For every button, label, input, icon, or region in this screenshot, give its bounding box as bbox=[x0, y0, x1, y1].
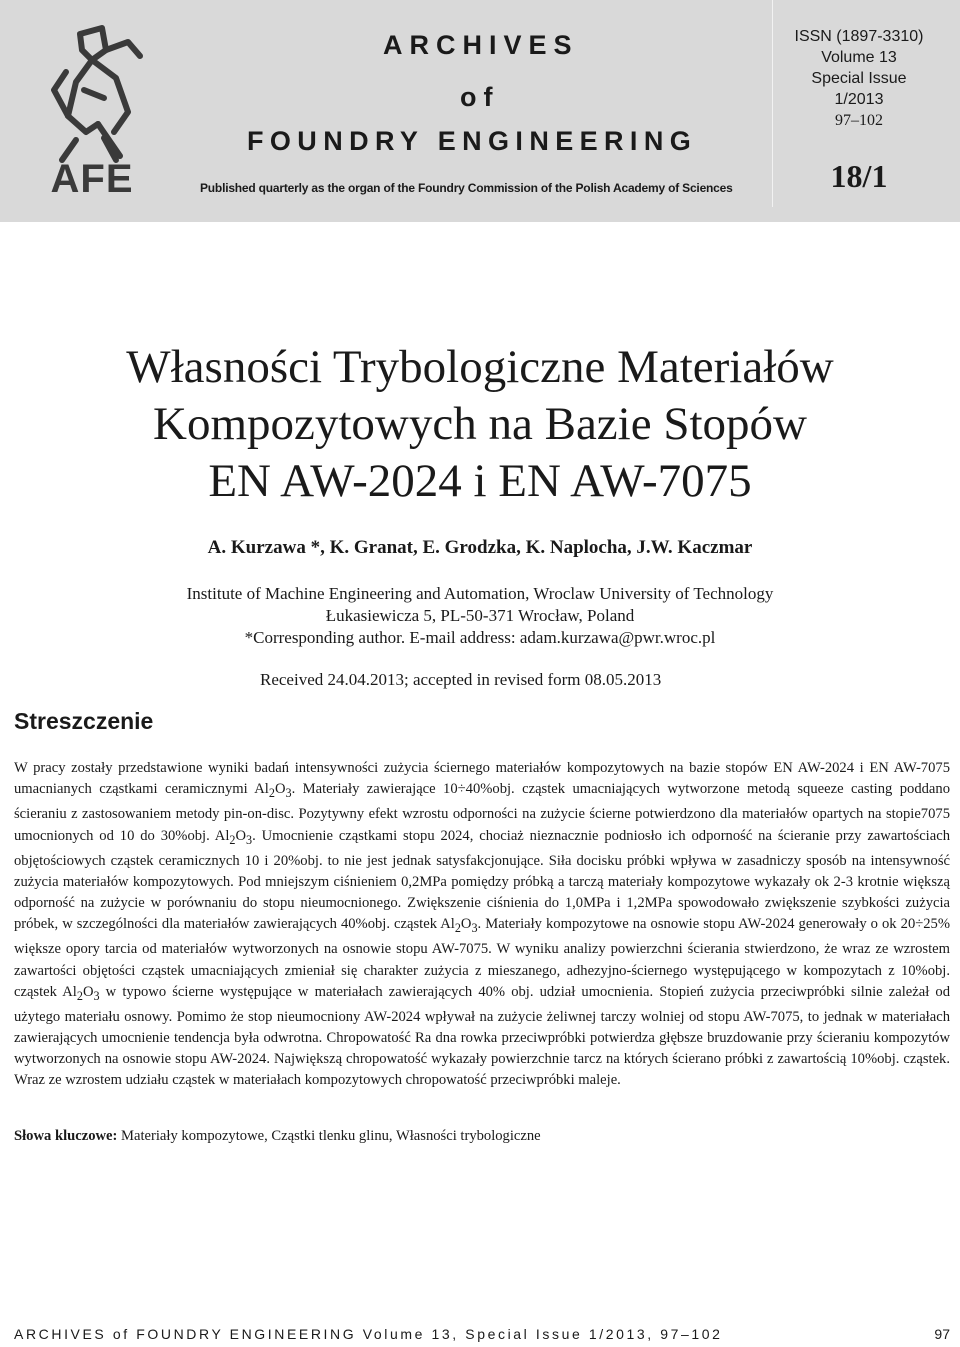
title-line: EN AW-2024 i EN AW-7075 bbox=[208, 455, 752, 507]
page-number: 97 bbox=[934, 1326, 950, 1342]
authors: A. Kurzawa *, K. Granat, E. Grodzka, K. Naplocha, J.W. Kaczmar bbox=[207, 537, 753, 558]
afe-logo bbox=[36, 20, 148, 198]
special-issue: Special Issue bbox=[811, 70, 907, 87]
title-line: Własności Trybologiczne Materiałów bbox=[126, 341, 834, 393]
publisher-note: Published quarterly as the organ of the Foundry Commission of the Polish Academy of Sciences bbox=[200, 181, 733, 195]
journal-name-line2: of bbox=[460, 82, 500, 112]
received-dates: Received 24.04.2013; accepted in revised form 08.05.2013 bbox=[260, 670, 662, 689]
volume: Volume 13 bbox=[821, 49, 897, 66]
affiliation-line: *Corresponding author. E-mail address: adam.kurzawa@pwr.wroc.pl bbox=[244, 628, 716, 647]
keywords bbox=[14, 1126, 950, 1147]
journal-name-line1: ARCHIVES bbox=[383, 30, 579, 60]
afe-logo-text: AFE bbox=[50, 157, 134, 198]
page-range: 97–102 bbox=[835, 112, 883, 129]
abstract bbox=[14, 758, 950, 1092]
affiliation-line: Łukasiewicza 5, PL-50-371 Wrocław, Poland bbox=[325, 606, 635, 625]
abstract-paragraph: W pracy zostały przedstawione wyniki badań intensywności zużycia ściernego materiałów kompozytowych na bazie stopów EN AW-2024 i EN AW-7075 umacnianych cząstkami ceramicznymi $Al_2O_3$. Materiały zawierające 10÷40%obj. cząstek umacniających wytworzone metodą squeeze casting poddano ścieraniu z zastosowaniem metody pin-on-disc. Pozytywny efekt wzrostu odporności na zużycie ścierne potwierdzono dla materiałów opartych na stopie7075 umocnionych od 10 do 30%obj. $Al_2O_3$. Umocnienie cząstkami stopu 2024, chociaż nieznacznie podniosło ich odporność na ścieranie przy zawartościach objętościowych cząstek ceramicznych 10 i 20%obj. to nie jest jednak satysfakcjonujące. Siła docisku próbki wpływa w zasadniczy sposób na intensywność zużycia materiałów kompozytowych. Pod mniejszym ciśnieniem 0,2MPa pomiędzy próbką a tarczą materiały kompozytowe wykazały ok 2-3 krotnie większą odporność na zużycie w porównaniu do stopu nieumocnionego. Zwiększenie ciśnienia do 1,0MPa i 1,2MPa spowodowało zwiększenie szybkości zużycia próbek, w szczególności dla materiałów zawierających 40%obj. cząstek $Al_2O_3$. Materiały kompozytowe na osnowie stopu AW-2024 generowały o ok 20÷25% większe opory tarcia od materiałów wytworzonych na osnowie stopu AW-7075. W wyniku analizy powierzchni ścierania stwierdzono, że wraz ze wzrostem zawartości objętości cząstek umacniających zmieniał się charakter zużycia z mieszanego, adhezyjno-ściernego występującego w kompozytach z 10%obj. cząstek $Al_2O_3$ w typowo ścierne występujące w materiałach zawierających 40% obj. udział umocnienia. Stopień zużycia przeciwpróbki silnie zależał od użytego materiału osnowy. Pomimo że stop nieumocniony AW-2024 wpływał na zużycie żeliwnej tarczy wolniej od stopu AW-7075, to jednak w materiałach zawierających umocnienie tendencja była odwrotna. Chropowatość Ra dna rowka przeciwpróbki potwierdza głębsze bruzdowanie przy ścieraniu kompozytów wytworzonych na osnowie stopu AW-2024. Największą chropowatość wykazały powierzchnie tarcz na których ścierano próbki z zawartością 10%obj. cząstek. Wraz ze wzrostem udziału cząstek w materiałach kompozytowych chropowatość przeciwpróbki maleje. bbox=[14, 760, 950, 1089]
article-number: 18/1 bbox=[830, 158, 888, 194]
issue-number: 1/2013 bbox=[834, 91, 884, 108]
keywords-label: Słowa kluczowe: bbox=[14, 1128, 118, 1144]
article-title bbox=[0, 339, 960, 510]
issue-info bbox=[773, 26, 945, 131]
title-line: Kompozytowych na Bazie Stopów bbox=[153, 398, 807, 450]
journal-header bbox=[0, 0, 960, 222]
journal-name-line3: FOUNDRY ENGINEERING bbox=[247, 126, 698, 156]
affiliation bbox=[0, 583, 960, 649]
running-footer: ARCHIVES of FOUNDRY ENGINEERING Volume 13, Special Issue 1/2013, 97–102 bbox=[14, 1326, 723, 1342]
keywords-list: Materiały kompozytowe, Cząstki tlenku glinu, Własności trybologiczne bbox=[117, 1128, 541, 1144]
issn: ISSN (1897-3310) bbox=[794, 28, 924, 45]
section-heading-abstract: Streszczenie bbox=[14, 708, 154, 734]
affiliation-line: Institute of Machine Engineering and Automation, Wroclaw University of Technology bbox=[186, 584, 774, 603]
